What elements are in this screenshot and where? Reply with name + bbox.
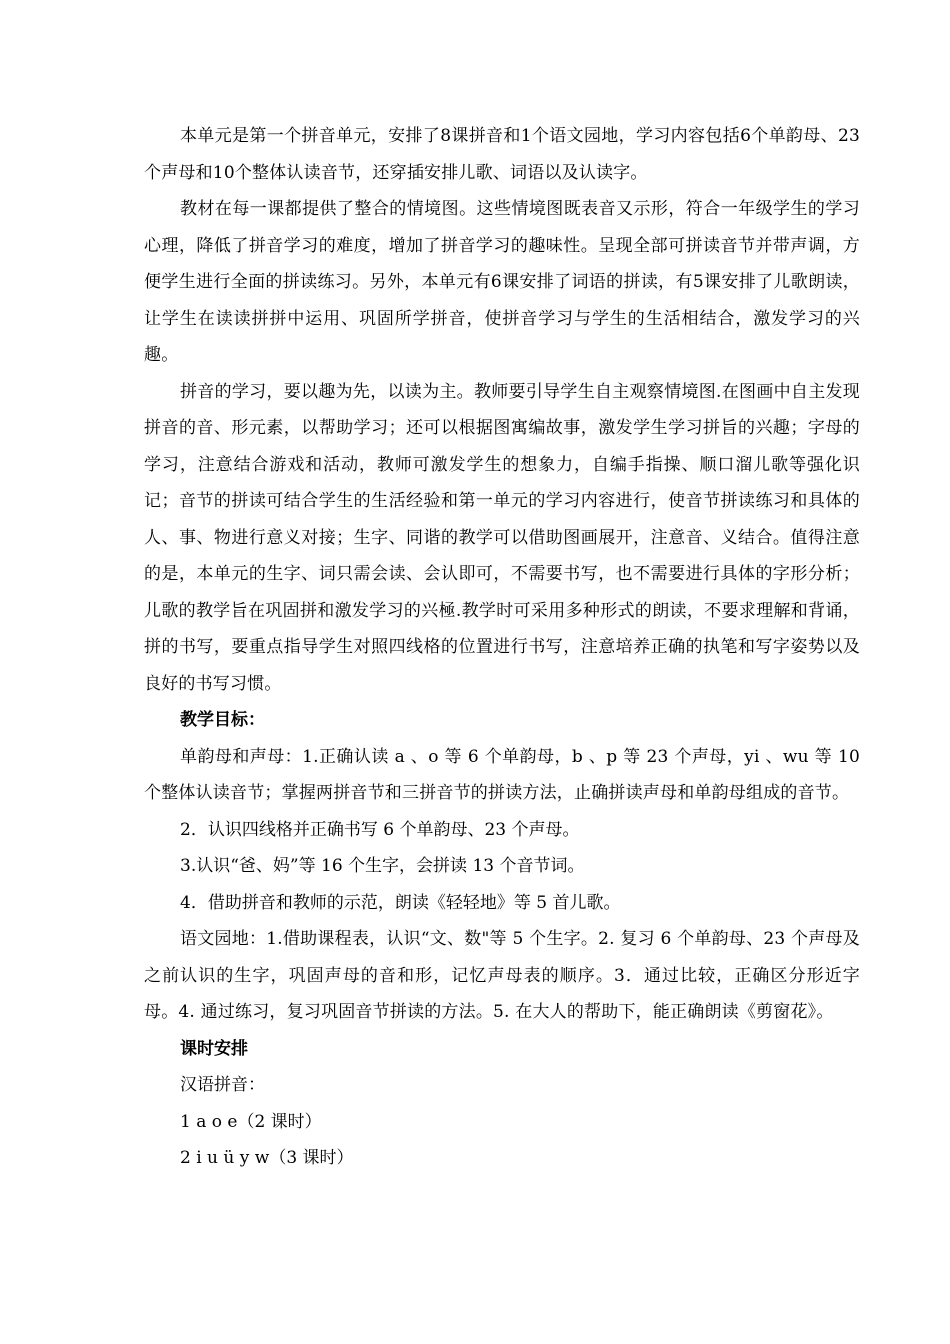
goal-item-4: 4．借助拼音和教师的示范，朗读《轻轻地》等 5 首儿歌。	[180, 892, 621, 913]
goals-heading: 教学目标：	[180, 710, 265, 730]
method-paragraph: 拼音的学习，要以趣为先，以读为主。教师要引导学生自主观察情境图.在图画中自主发现拼音的音、形元素，以帮助学习；还可以根据图寓编故事，激发学生学习拼旨的兴趣；字母的学习，注意结合游戏和活动，教师可激发学生的想象力，自编手指操、顺口溜儿歌等强化识记；音节的拼读可结合学生的生活经验和第一单元的学习内容进行，使音节拼读练习和具体的人、事、物进行意义对接；生字、同谐的教学可以借助图画展开，注意音、义结合。值得注意的是，本单元的生字、词只需会读、会认即可，不需要书写，也不需要进行具体的字形分析；儿歌的教学旨在巩固拼和激发学习的兴極.教学时可采用多种形式的朗读，不要求理解和背诵，拼的书写，要重点指导学生对照四线格的位置进行书写，注意培养正确的执笔和写字姿势以及良好的书写习惯。	[144, 381, 860, 694]
goal-item-3: 3.认识“爸、妈”等 16 个生字，会拼读 13 个音节词。	[180, 856, 585, 876]
schedule-intro: 汉语拼音：	[180, 1075, 265, 1095]
schedule-heading: 课时安排	[180, 1038, 248, 1059]
intro-paragraph: 本单元是第一个拼音单元，安排了8课拼音和1个语文园地，学习内容包括6个单韵母、23个声母和10个整体认读音节，还穿插安排儿歌、词语以及认读字。	[144, 126, 860, 183]
goal-item-2: 2．认识四线格并正确书写 6 个单韵母、23 个声母。	[180, 819, 580, 840]
schedule-item-2: 2 i u ü y w（3 课时）	[180, 1148, 354, 1168]
schedule-item-1: 1 a o e（2 课时）	[180, 1111, 322, 1132]
goal-item-1: 单韵母和声母：1.正确认读 a 、o 等 6 个单韵母，b 、p 等 23 个声母，yi 、wu 等 10 个整体认读音节；掌握两拼音节和三拼音节的拼读方法，止确拼读声母和单韵母组成的音节。	[144, 746, 860, 803]
materials-paragraph: 教材在每一课都提供了整合的情境图。这些情境图既表音又示形，符合一年级学生的学习心理，降低了拼音学习的难度，增加了拼音学习的趣味性。呈现全部可拼读音节并带声调，方便学生进行全面的拼读练习。另外，本单元有6课安排了词语的拼读，有5课安排了儿歌朗读，让学生在读读拼拼中运用、巩固所学拼音，使拼音学习与学生的生活相结合，激发学习的兴趣。	[144, 199, 860, 365]
goal-item-5: 语文园地：1.借助课程表，认识“文、数"等 5 个生字。2. 复习 6 个单韵母、23 个声母及之前认识的生字，巩固声母的音和形，记忆声母表的顺序。3．通过比较，正确区分形近字母。4. 通过练习，复习巩固音节拼读的方法。5. 在大人的帮助下，能正确朗读《剪窗花》。	[144, 929, 860, 1022]
document-page	[144, 118, 860, 1177]
